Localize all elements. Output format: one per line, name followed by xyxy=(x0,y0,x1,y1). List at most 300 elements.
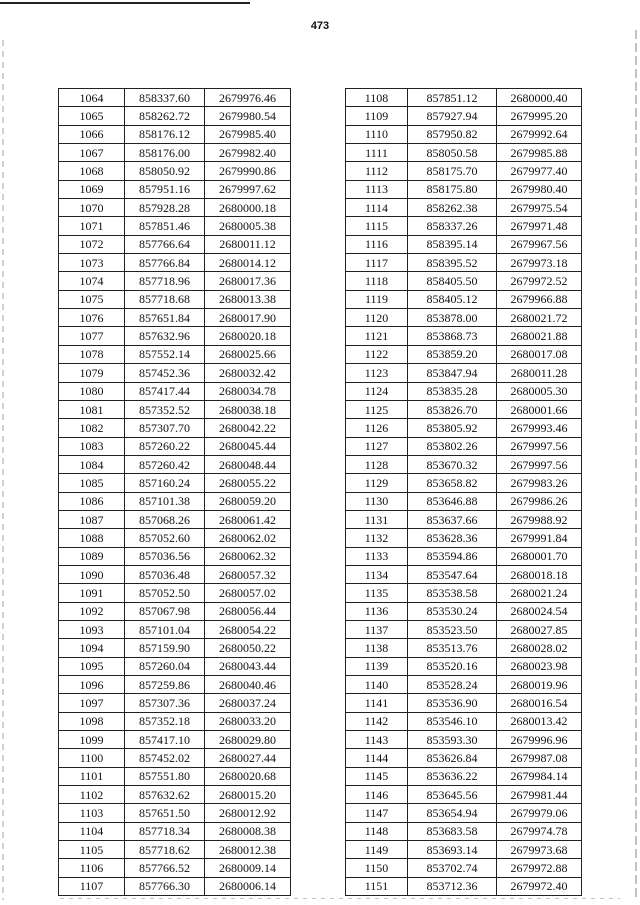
y-coordinate-cell: 2680027.85 xyxy=(497,620,582,638)
y-coordinate-cell: 2680033.20 xyxy=(205,712,291,730)
point-number-cell: 1064 xyxy=(59,89,125,107)
table-row xyxy=(346,254,582,272)
scan-edge-bottom xyxy=(60,898,620,899)
point-number-cell: 1113 xyxy=(346,180,408,198)
y-coordinate-cell: 2680025.66 xyxy=(205,345,291,363)
point-number-cell: 1084 xyxy=(59,455,125,473)
point-number-cell: 1112 xyxy=(346,162,408,180)
table-row xyxy=(346,584,582,602)
point-number-cell: 1120 xyxy=(346,309,408,327)
x-coordinate-cell: 853878.00 xyxy=(408,309,497,327)
y-coordinate-cell: 2680014.12 xyxy=(205,254,291,272)
y-coordinate-cell: 2680057.02 xyxy=(205,584,291,602)
point-number-cell: 1070 xyxy=(59,199,125,217)
y-coordinate-cell: 2680045.44 xyxy=(205,437,291,455)
x-coordinate-cell: 857307.70 xyxy=(125,419,205,437)
table-row xyxy=(346,327,582,345)
point-number-cell: 1131 xyxy=(346,510,408,528)
y-coordinate-cell: 2679971.48 xyxy=(497,217,582,235)
y-coordinate-cell: 2680034.78 xyxy=(205,382,291,400)
table-row xyxy=(59,712,291,730)
x-coordinate-cell: 853868.73 xyxy=(408,327,497,345)
table-row xyxy=(59,254,291,272)
point-number-cell: 1114 xyxy=(346,199,408,217)
table-row xyxy=(59,492,291,510)
x-coordinate-cell: 858405.12 xyxy=(408,290,497,308)
x-coordinate-cell: 853636.22 xyxy=(408,767,497,785)
y-coordinate-cell: 2679988.92 xyxy=(497,510,582,528)
point-number-cell: 1123 xyxy=(346,364,408,382)
table-row xyxy=(346,364,582,382)
table-row xyxy=(346,400,582,418)
y-coordinate-cell: 2680000.40 xyxy=(497,89,582,107)
page-number: 473 xyxy=(310,20,330,32)
coordinates-table-right xyxy=(345,88,582,896)
table-row xyxy=(59,657,291,675)
scan-edge-right xyxy=(635,30,637,900)
y-coordinate-cell: 2679991.84 xyxy=(497,529,582,547)
table-row xyxy=(346,125,582,143)
x-coordinate-cell: 853835.28 xyxy=(408,382,497,400)
table-row xyxy=(346,382,582,400)
point-number-cell: 1146 xyxy=(346,786,408,804)
x-coordinate-cell: 857067.98 xyxy=(125,602,205,620)
x-coordinate-cell: 857260.42 xyxy=(125,455,205,473)
y-coordinate-cell: 2679976.46 xyxy=(205,89,291,107)
table-row xyxy=(346,144,582,162)
point-number-cell: 1095 xyxy=(59,657,125,675)
table-row xyxy=(346,89,582,107)
point-number-cell: 1077 xyxy=(59,327,125,345)
point-number-cell: 1104 xyxy=(59,822,125,840)
point-number-cell: 1137 xyxy=(346,620,408,638)
y-coordinate-cell: 2679997.56 xyxy=(497,437,582,455)
point-number-cell: 1144 xyxy=(346,749,408,767)
x-coordinate-cell: 857632.96 xyxy=(125,327,205,345)
x-coordinate-cell: 857651.84 xyxy=(125,309,205,327)
y-coordinate-cell: 2680017.90 xyxy=(205,309,291,327)
x-coordinate-cell: 857101.38 xyxy=(125,492,205,510)
table-row xyxy=(59,841,291,859)
y-coordinate-cell: 2679972.88 xyxy=(497,859,582,877)
y-coordinate-cell: 2680037.24 xyxy=(205,694,291,712)
x-coordinate-cell: 857552.14 xyxy=(125,345,205,363)
x-coordinate-cell: 857951.16 xyxy=(125,180,205,198)
y-coordinate-cell: 2679966.88 xyxy=(497,290,582,308)
table-row xyxy=(59,180,291,198)
table-row xyxy=(346,437,582,455)
table-row xyxy=(59,584,291,602)
table-row xyxy=(346,217,582,235)
y-coordinate-cell: 2680057.32 xyxy=(205,565,291,583)
x-coordinate-cell: 857159.90 xyxy=(125,639,205,657)
table-row xyxy=(59,235,291,253)
table-row xyxy=(346,712,582,730)
point-number-cell: 1124 xyxy=(346,382,408,400)
table-row xyxy=(59,731,291,749)
point-number-cell: 1143 xyxy=(346,731,408,749)
x-coordinate-cell: 857036.56 xyxy=(125,547,205,565)
point-number-cell: 1065 xyxy=(59,107,125,125)
y-coordinate-cell: 2679996.96 xyxy=(497,731,582,749)
x-coordinate-cell: 857950.82 xyxy=(408,125,497,143)
point-number-cell: 1106 xyxy=(59,859,125,877)
point-number-cell: 1111 xyxy=(346,144,408,162)
y-coordinate-cell: 2680055.22 xyxy=(205,474,291,492)
point-number-cell: 1142 xyxy=(346,712,408,730)
y-coordinate-cell: 2680043.44 xyxy=(205,657,291,675)
y-coordinate-cell: 2680059.20 xyxy=(205,492,291,510)
y-coordinate-cell: 2680012.92 xyxy=(205,804,291,822)
point-number-cell: 1115 xyxy=(346,217,408,235)
table-row xyxy=(346,822,582,840)
x-coordinate-cell: 857260.22 xyxy=(125,437,205,455)
x-coordinate-cell: 853536.90 xyxy=(408,694,497,712)
y-coordinate-cell: 2680038.18 xyxy=(205,400,291,418)
y-coordinate-cell: 2679993.46 xyxy=(497,419,582,437)
point-number-cell: 1093 xyxy=(59,620,125,638)
x-coordinate-cell: 858405.50 xyxy=(408,272,497,290)
x-coordinate-cell: 857718.96 xyxy=(125,272,205,290)
point-number-cell: 1074 xyxy=(59,272,125,290)
x-coordinate-cell: 857260.04 xyxy=(125,657,205,675)
x-coordinate-cell: 853645.56 xyxy=(408,786,497,804)
x-coordinate-cell: 853593.30 xyxy=(408,731,497,749)
y-coordinate-cell: 2679974.78 xyxy=(497,822,582,840)
point-number-cell: 1150 xyxy=(346,859,408,877)
table-row xyxy=(59,676,291,694)
x-coordinate-cell: 853670.32 xyxy=(408,455,497,473)
table-row xyxy=(346,620,582,638)
x-coordinate-cell: 858337.60 xyxy=(125,89,205,107)
top-rule xyxy=(0,2,250,4)
point-number-cell: 1149 xyxy=(346,841,408,859)
table-row xyxy=(59,327,291,345)
table-row xyxy=(59,217,291,235)
point-number-cell: 1080 xyxy=(59,382,125,400)
y-coordinate-cell: 2679967.56 xyxy=(497,235,582,253)
table-row xyxy=(59,510,291,528)
x-coordinate-cell: 857259.86 xyxy=(125,676,205,694)
point-number-cell: 1109 xyxy=(346,107,408,125)
x-coordinate-cell: 853802.26 xyxy=(408,437,497,455)
x-coordinate-cell: 857718.68 xyxy=(125,290,205,308)
point-number-cell: 1116 xyxy=(346,235,408,253)
table-row xyxy=(59,822,291,840)
table-row xyxy=(59,565,291,583)
point-number-cell: 1076 xyxy=(59,309,125,327)
y-coordinate-cell: 2680027.44 xyxy=(205,749,291,767)
point-number-cell: 1107 xyxy=(59,877,125,895)
y-coordinate-cell: 2679997.62 xyxy=(205,180,291,198)
y-coordinate-cell: 2679997.56 xyxy=(497,455,582,473)
x-coordinate-cell: 858175.80 xyxy=(408,180,497,198)
point-number-cell: 1103 xyxy=(59,804,125,822)
y-coordinate-cell: 2680008.38 xyxy=(205,822,291,840)
x-coordinate-cell: 857352.18 xyxy=(125,712,205,730)
point-number-cell: 1129 xyxy=(346,474,408,492)
x-coordinate-cell: 858395.52 xyxy=(408,254,497,272)
table-row xyxy=(346,602,582,620)
table-row xyxy=(59,107,291,125)
point-number-cell: 1078 xyxy=(59,345,125,363)
point-number-cell: 1105 xyxy=(59,841,125,859)
y-coordinate-cell: 2680012.38 xyxy=(205,841,291,859)
y-coordinate-cell: 2680032.42 xyxy=(205,364,291,382)
x-coordinate-cell: 857417.10 xyxy=(125,731,205,749)
x-coordinate-cell: 857036.48 xyxy=(125,565,205,583)
table-row xyxy=(346,510,582,528)
x-coordinate-cell: 857452.36 xyxy=(125,364,205,382)
y-coordinate-cell: 2679992.64 xyxy=(497,125,582,143)
y-coordinate-cell: 2679985.88 xyxy=(497,144,582,162)
point-number-cell: 1132 xyxy=(346,529,408,547)
x-coordinate-cell: 853658.82 xyxy=(408,474,497,492)
point-number-cell: 1102 xyxy=(59,786,125,804)
y-coordinate-cell: 2680054.22 xyxy=(205,620,291,638)
table-row xyxy=(59,309,291,327)
point-number-cell: 1089 xyxy=(59,547,125,565)
y-coordinate-cell: 2679973.68 xyxy=(497,841,582,859)
point-number-cell: 1092 xyxy=(59,602,125,620)
point-number-cell: 1135 xyxy=(346,584,408,602)
x-coordinate-cell: 857417.44 xyxy=(125,382,205,400)
point-number-cell: 1082 xyxy=(59,419,125,437)
table-row xyxy=(59,455,291,473)
point-number-cell: 1108 xyxy=(346,89,408,107)
table-row xyxy=(59,859,291,877)
x-coordinate-cell: 858176.00 xyxy=(125,144,205,162)
point-number-cell: 1096 xyxy=(59,676,125,694)
y-coordinate-cell: 2679984.14 xyxy=(497,767,582,785)
y-coordinate-cell: 2679985.40 xyxy=(205,125,291,143)
x-coordinate-cell: 853628.36 xyxy=(408,529,497,547)
y-coordinate-cell: 2680001.70 xyxy=(497,547,582,565)
table-row xyxy=(346,565,582,583)
x-coordinate-cell: 853547.64 xyxy=(408,565,497,583)
point-number-cell: 1067 xyxy=(59,144,125,162)
point-number-cell: 1079 xyxy=(59,364,125,382)
y-coordinate-cell: 2680024.54 xyxy=(497,602,582,620)
y-coordinate-cell: 2679990.86 xyxy=(205,162,291,180)
x-coordinate-cell: 858050.58 xyxy=(408,144,497,162)
point-number-cell: 1097 xyxy=(59,694,125,712)
table-row xyxy=(59,382,291,400)
y-coordinate-cell: 2680019.96 xyxy=(497,676,582,694)
y-coordinate-cell: 2679982.40 xyxy=(205,144,291,162)
x-coordinate-cell: 857766.30 xyxy=(125,877,205,895)
x-coordinate-cell: 857651.50 xyxy=(125,804,205,822)
x-coordinate-cell: 858176.12 xyxy=(125,125,205,143)
point-number-cell: 1101 xyxy=(59,767,125,785)
table-row xyxy=(59,620,291,638)
x-coordinate-cell: 857718.62 xyxy=(125,841,205,859)
y-coordinate-cell: 2680021.24 xyxy=(497,584,582,602)
table-row xyxy=(59,89,291,107)
point-number-cell: 1136 xyxy=(346,602,408,620)
x-coordinate-cell: 853530.24 xyxy=(408,602,497,620)
table-row xyxy=(346,419,582,437)
point-number-cell: 1073 xyxy=(59,254,125,272)
point-number-cell: 1117 xyxy=(346,254,408,272)
table-row xyxy=(346,235,582,253)
point-number-cell: 1139 xyxy=(346,657,408,675)
y-coordinate-cell: 2680061.42 xyxy=(205,510,291,528)
y-coordinate-cell: 2680006.14 xyxy=(205,877,291,895)
table-row xyxy=(59,419,291,437)
x-coordinate-cell: 853637.66 xyxy=(408,510,497,528)
x-coordinate-cell: 853528.24 xyxy=(408,676,497,694)
point-number-cell: 1090 xyxy=(59,565,125,583)
y-coordinate-cell: 2679977.40 xyxy=(497,162,582,180)
table-row xyxy=(346,455,582,473)
x-coordinate-cell: 857052.60 xyxy=(125,529,205,547)
x-coordinate-cell: 857352.52 xyxy=(125,400,205,418)
table-row xyxy=(346,474,582,492)
table-row xyxy=(59,272,291,290)
x-coordinate-cell: 853693.14 xyxy=(408,841,497,859)
table-row xyxy=(59,786,291,804)
y-coordinate-cell: 2680048.44 xyxy=(205,455,291,473)
point-number-cell: 1068 xyxy=(59,162,125,180)
y-coordinate-cell: 2680016.54 xyxy=(497,694,582,712)
x-coordinate-cell: 853859.20 xyxy=(408,345,497,363)
point-number-cell: 1098 xyxy=(59,712,125,730)
y-coordinate-cell: 2680001.66 xyxy=(497,400,582,418)
point-number-cell: 1138 xyxy=(346,639,408,657)
x-coordinate-cell: 853546.10 xyxy=(408,712,497,730)
point-number-cell: 1110 xyxy=(346,125,408,143)
table-row xyxy=(346,345,582,363)
scan-edge-left xyxy=(2,40,4,900)
point-number-cell: 1147 xyxy=(346,804,408,822)
x-coordinate-cell: 857551.80 xyxy=(125,767,205,785)
table-row xyxy=(346,492,582,510)
table-row xyxy=(59,144,291,162)
x-coordinate-cell: 858175.70 xyxy=(408,162,497,180)
y-coordinate-cell: 2680011.12 xyxy=(205,235,291,253)
x-coordinate-cell: 857718.34 xyxy=(125,822,205,840)
table-row xyxy=(59,602,291,620)
table-row xyxy=(59,364,291,382)
x-coordinate-cell: 853847.94 xyxy=(408,364,497,382)
table-row xyxy=(59,345,291,363)
y-coordinate-cell: 2680018.18 xyxy=(497,565,582,583)
point-number-cell: 1127 xyxy=(346,437,408,455)
table-row xyxy=(59,877,291,895)
y-coordinate-cell: 2679979.06 xyxy=(497,804,582,822)
point-number-cell: 1145 xyxy=(346,767,408,785)
point-number-cell: 1099 xyxy=(59,731,125,749)
point-number-cell: 1088 xyxy=(59,529,125,547)
point-number-cell: 1151 xyxy=(346,877,408,895)
y-coordinate-cell: 2680056.44 xyxy=(205,602,291,620)
table-row xyxy=(346,694,582,712)
x-coordinate-cell: 857160.24 xyxy=(125,474,205,492)
table-row xyxy=(346,162,582,180)
y-coordinate-cell: 2680017.08 xyxy=(497,345,582,363)
table-row xyxy=(346,841,582,859)
table-row xyxy=(346,290,582,308)
y-coordinate-cell: 2680028.02 xyxy=(497,639,582,657)
table-row xyxy=(346,859,582,877)
point-number-cell: 1128 xyxy=(346,455,408,473)
y-coordinate-cell: 2680005.38 xyxy=(205,217,291,235)
point-number-cell: 1091 xyxy=(59,584,125,602)
x-coordinate-cell: 853594.86 xyxy=(408,547,497,565)
point-number-cell: 1086 xyxy=(59,492,125,510)
x-coordinate-cell: 857632.62 xyxy=(125,786,205,804)
y-coordinate-cell: 2679973.18 xyxy=(497,254,582,272)
x-coordinate-cell: 858262.72 xyxy=(125,107,205,125)
x-coordinate-cell: 853626.84 xyxy=(408,749,497,767)
x-coordinate-cell: 857766.84 xyxy=(125,254,205,272)
point-number-cell: 1066 xyxy=(59,125,125,143)
table-row xyxy=(59,437,291,455)
y-coordinate-cell: 2680062.32 xyxy=(205,547,291,565)
x-coordinate-cell: 857766.64 xyxy=(125,235,205,253)
table-row xyxy=(59,547,291,565)
x-coordinate-cell: 857851.12 xyxy=(408,89,497,107)
table-row xyxy=(346,107,582,125)
x-coordinate-cell: 857452.02 xyxy=(125,749,205,767)
point-number-cell: 1141 xyxy=(346,694,408,712)
y-coordinate-cell: 2679986.26 xyxy=(497,492,582,510)
y-coordinate-cell: 2680013.38 xyxy=(205,290,291,308)
x-coordinate-cell: 853683.58 xyxy=(408,822,497,840)
x-coordinate-cell: 857052.50 xyxy=(125,584,205,602)
coordinates-table-left xyxy=(58,88,291,896)
table-row xyxy=(59,639,291,657)
x-coordinate-cell: 853520.16 xyxy=(408,657,497,675)
y-coordinate-cell: 2679983.26 xyxy=(497,474,582,492)
x-coordinate-cell: 857851.46 xyxy=(125,217,205,235)
y-coordinate-cell: 2679980.40 xyxy=(497,180,582,198)
point-number-cell: 1072 xyxy=(59,235,125,253)
y-coordinate-cell: 2680011.28 xyxy=(497,364,582,382)
y-coordinate-cell: 2679972.52 xyxy=(497,272,582,290)
point-number-cell: 1100 xyxy=(59,749,125,767)
point-number-cell: 1083 xyxy=(59,437,125,455)
x-coordinate-cell: 853654.94 xyxy=(408,804,497,822)
x-coordinate-cell: 853523.50 xyxy=(408,620,497,638)
table-row xyxy=(59,199,291,217)
point-number-cell: 1119 xyxy=(346,290,408,308)
y-coordinate-cell: 2680013.42 xyxy=(497,712,582,730)
y-coordinate-cell: 2680062.02 xyxy=(205,529,291,547)
y-coordinate-cell: 2679980.54 xyxy=(205,107,291,125)
point-number-cell: 1094 xyxy=(59,639,125,657)
table-row xyxy=(346,749,582,767)
x-coordinate-cell: 857766.52 xyxy=(125,859,205,877)
point-number-cell: 1118 xyxy=(346,272,408,290)
y-coordinate-cell: 2680023.98 xyxy=(497,657,582,675)
table-row xyxy=(346,804,582,822)
y-coordinate-cell: 2679981.44 xyxy=(497,786,582,804)
y-coordinate-cell: 2680000.18 xyxy=(205,199,291,217)
table-row xyxy=(346,309,582,327)
table-row xyxy=(59,694,291,712)
y-coordinate-cell: 2680005.30 xyxy=(497,382,582,400)
point-number-cell: 1125 xyxy=(346,400,408,418)
x-coordinate-cell: 853805.92 xyxy=(408,419,497,437)
table-row xyxy=(346,676,582,694)
table-row xyxy=(346,272,582,290)
point-number-cell: 1069 xyxy=(59,180,125,198)
table-row xyxy=(346,657,582,675)
table-row xyxy=(346,529,582,547)
y-coordinate-cell: 2680021.72 xyxy=(497,309,582,327)
